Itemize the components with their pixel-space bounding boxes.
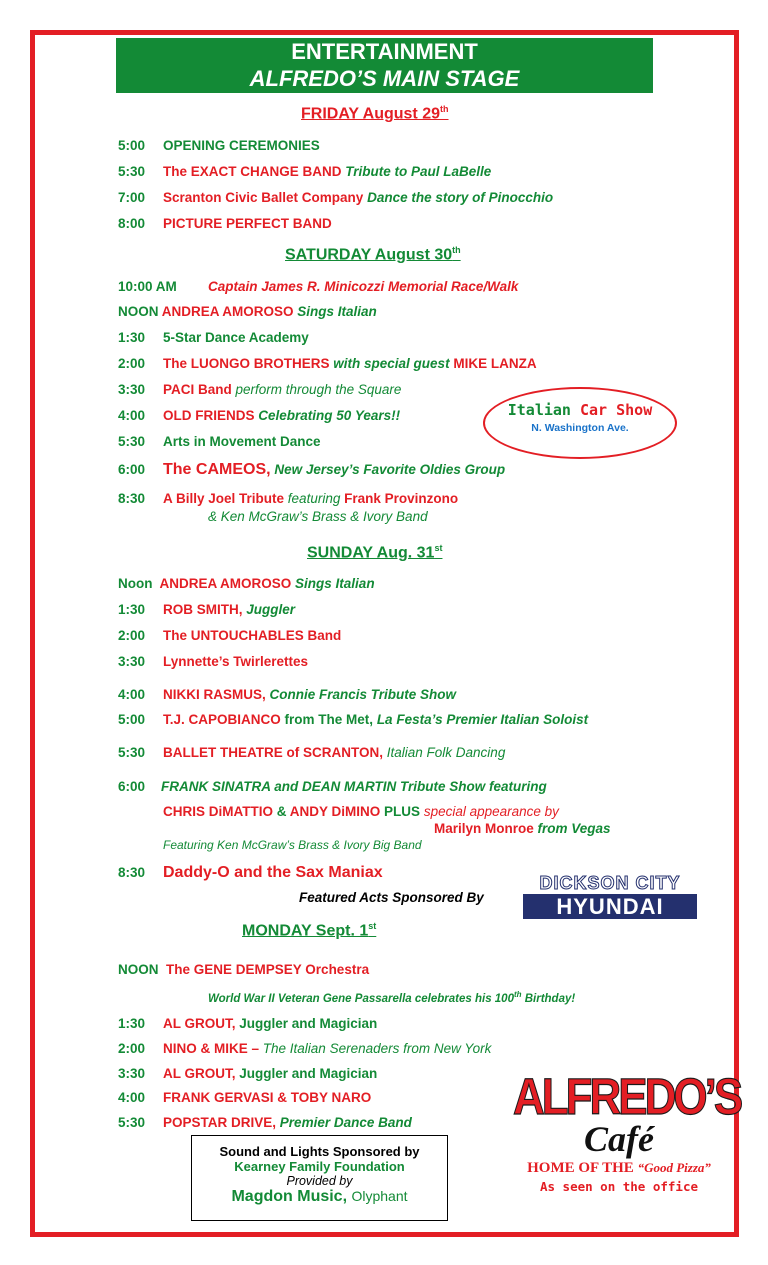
logo-name: ALFREDO’S	[513, 1069, 741, 1126]
act: ANDREA AMOROSO	[159, 576, 292, 591]
hyundai-line2: HYUNDAI	[523, 894, 697, 919]
time: 8:30	[118, 491, 146, 506]
hyundai-logo	[523, 872, 697, 921]
act: FRANK GERVASI & TOBY NARO	[163, 1090, 372, 1105]
monday-sup: st	[368, 921, 377, 931]
act-guest: MIKE LANZA	[453, 356, 537, 371]
header-banner	[116, 38, 653, 93]
act-note: Premier Dance Band	[279, 1115, 412, 1130]
schedule-row	[118, 382, 401, 397]
act-note: Juggler	[246, 602, 296, 617]
logo-home-text: HOME OF THE	[527, 1160, 634, 1176]
schedule-row	[118, 576, 375, 591]
car-show-badge	[483, 387, 677, 459]
time: 1:30	[118, 330, 146, 345]
time: 4:00	[118, 687, 146, 702]
act: The CAMEOS,	[163, 461, 271, 478]
veteran-sup: th	[513, 990, 522, 999]
act: FRANK SINATRA and DEAN MARTIN Tribute Show featuring	[161, 779, 547, 794]
saturday-sup: th	[452, 245, 461, 255]
act-part: ANDY DiMINO	[289, 804, 381, 819]
schedule-row	[118, 1041, 491, 1056]
schedule-row	[118, 1115, 412, 1130]
schedule-row	[118, 654, 308, 669]
schedule-row	[118, 628, 341, 643]
time: 8:00	[118, 216, 146, 231]
act: ANDREA AMOROSO	[161, 304, 294, 319]
time: 6:00	[118, 779, 146, 794]
time: 5:00	[118, 138, 146, 153]
friday-sup: th	[440, 104, 449, 114]
act-note: Celebrating 50 Years!!	[258, 408, 401, 423]
act: The EXACT CHANGE BAND	[163, 164, 342, 179]
car-show-location: N. Washington Ave.	[531, 422, 629, 434]
act-note-2: La Festa’s Premier Italian Soloist	[376, 712, 589, 727]
sound-line4	[192, 1188, 447, 1206]
sound-sponsor-box	[191, 1135, 448, 1221]
logo-home	[513, 1157, 725, 1179]
hyundai-line1: DICKSON CITY	[523, 872, 697, 894]
sunday-sup: st	[434, 543, 443, 553]
act-note: Sings Italian	[297, 304, 377, 319]
sunday-heading	[307, 543, 442, 562]
schedule-row	[118, 491, 458, 506]
schedule-row	[118, 602, 295, 617]
act-part: &	[276, 804, 287, 819]
veteran-text: World War II Veteran Gene Passarella celebrates his 100	[208, 992, 514, 1005]
act: Arts in Movement Dance	[163, 434, 321, 449]
time: 6:00	[118, 462, 146, 477]
act: PACI Band	[163, 382, 232, 397]
act-note: Dance the story of Pinocchio	[367, 190, 554, 205]
time: 3:30	[118, 654, 146, 669]
act-note: Juggler and Magician	[239, 1016, 378, 1031]
friday-title: FRIDAY August 29	[301, 105, 440, 123]
act: The GENE DEMPSEY Orchestra	[166, 962, 370, 977]
time: 5:30	[118, 745, 146, 760]
logo-good-pizza: “Good Pizza”	[637, 1160, 711, 1175]
saturday-heading	[285, 245, 461, 264]
saturday-title: SATURDAY August 30	[285, 246, 453, 264]
act: The LUONGO BROTHERS	[163, 356, 330, 371]
schedule-row	[118, 1066, 377, 1081]
act: NIKKI RASMUS,	[163, 687, 266, 702]
time: 4:00	[118, 1090, 146, 1105]
schedule-row	[118, 1016, 377, 1031]
time: 2:00	[118, 628, 146, 643]
time: 5:30	[118, 164, 146, 179]
sunday-title: SUNDAY Aug. 31	[307, 544, 435, 562]
act: AL GROUT,	[163, 1016, 236, 1031]
time: NOON	[118, 962, 159, 977]
veteran-text-end: Birthday!	[521, 992, 576, 1005]
act: Scranton Civic Ballet Company	[163, 190, 364, 205]
act-continuation: Featuring Ken McGraw’s Brass & Ivory Big Band	[163, 838, 422, 852]
act-note: from The Met,	[284, 712, 374, 727]
schedule-row	[118, 190, 553, 205]
schedule-row	[118, 408, 400, 423]
sound-line1: Sound and Lights Sponsored by	[219, 1144, 420, 1159]
schedule-row	[118, 779, 547, 794]
time: 4:00	[118, 408, 146, 423]
act: 5-Star Dance Academy	[163, 330, 309, 345]
schedule-row	[118, 864, 383, 882]
veteran-note	[208, 990, 575, 1005]
logo-cafe: Café	[584, 1119, 654, 1159]
act-note: with special guest	[333, 356, 450, 371]
schedule-row	[118, 434, 321, 449]
car-show-title-b: Car Show	[580, 401, 653, 419]
sound-line2: Kearney Family Foundation	[234, 1159, 405, 1174]
act: PICTURE PERFECT BAND	[163, 216, 332, 231]
act: A Billy Joel Tribute	[163, 491, 285, 506]
time: 7:00	[118, 190, 146, 205]
monday-heading	[242, 921, 376, 940]
act-continuation: & Ken McGraw’s Brass & Ivory Band	[208, 509, 428, 524]
sound-line3: Provided by	[286, 1174, 353, 1188]
schedule-row	[118, 279, 518, 294]
act: AL GROUT,	[163, 1066, 236, 1081]
schedule-row	[118, 356, 537, 371]
act-part: PLUS	[384, 804, 421, 819]
time: 5:30	[118, 1115, 146, 1130]
time: 10:00 AM	[118, 279, 177, 294]
act-guest: Frank Provinzono	[344, 491, 459, 506]
act-part: from Vegas	[537, 821, 611, 836]
sound-provider: Magdon Music,	[231, 1188, 348, 1205]
time: 5:30	[118, 434, 146, 449]
schedule-row	[118, 962, 369, 977]
act-part: special appearance by	[423, 804, 559, 819]
time: 2:00	[118, 1041, 146, 1056]
act: NINO & MIKE –	[163, 1041, 260, 1056]
car-show-title	[485, 401, 675, 419]
schedule-row	[118, 1090, 371, 1105]
schedule-row	[118, 712, 588, 727]
act: Lynnette’s Twirlerettes	[163, 654, 309, 669]
sponsor-text: Featured Acts Sponsored By	[299, 890, 484, 905]
act: BALLET THEATRE of SCRANTON,	[163, 745, 383, 760]
act-note: Sings Italian	[295, 576, 375, 591]
act: Captain James R. Minicozzi Memorial Race/Walk	[208, 279, 519, 294]
schedule-row	[118, 304, 377, 319]
time: 1:30	[118, 602, 146, 617]
act: The UNTOUCHABLES Band	[163, 628, 342, 643]
time: NOON	[118, 304, 159, 319]
time: 3:30	[118, 382, 146, 397]
alfredos-cafe-logo	[513, 1069, 741, 1215]
schedule-row	[118, 687, 456, 702]
act-part: Marilyn Monroe	[434, 821, 534, 836]
act: OPENING CEREMONIES	[163, 138, 320, 153]
schedule-row	[118, 745, 505, 760]
act-note: featuring	[287, 491, 341, 506]
header-subtitle: ALFREDO’S MAIN STAGE	[249, 66, 520, 91]
time: 2:00	[118, 356, 146, 371]
act-note: New Jersey’s Favorite Oldies Group	[274, 462, 506, 477]
header-title: ENTERTAINMENT	[291, 39, 478, 64]
act-note: Connie Francis Tribute Show	[269, 687, 457, 702]
sound-town: Olyphant	[351, 1188, 408, 1204]
car-show-title-a: Italian	[507, 401, 571, 419]
schedule-row	[118, 216, 332, 231]
logo-seen: As seen on the office	[539, 1179, 699, 1194]
act-note: Italian Folk Dancing	[386, 745, 506, 760]
schedule-row	[118, 330, 309, 345]
act: T.J. CAPOBIANCO	[163, 712, 281, 727]
time: Noon	[118, 576, 153, 591]
friday-heading	[301, 104, 449, 123]
act-note: perform through the Square	[235, 382, 402, 397]
act: POPSTAR DRIVE,	[163, 1115, 277, 1130]
schedule-row	[118, 461, 505, 479]
time: 5:00	[118, 712, 146, 727]
schedule-row	[118, 138, 320, 153]
act-part: CHRIS DiMATTIO	[163, 804, 273, 819]
act-note: Juggler and Magician	[239, 1066, 378, 1081]
act-note: The Italian Serenaders from New York	[262, 1041, 492, 1056]
schedule-row	[118, 164, 491, 179]
act-continuation	[163, 804, 559, 819]
act: ROB SMITH,	[163, 602, 243, 617]
act: Daddy-O and the Sax Maniax	[163, 864, 383, 881]
act-continuation	[434, 821, 611, 836]
time: 1:30	[118, 1016, 146, 1031]
act-note: Tribute to Paul LaBelle	[345, 164, 492, 179]
monday-title: MONDAY Sept. 1	[242, 922, 369, 940]
act: OLD FRIENDS	[163, 408, 255, 423]
time: 8:30	[118, 865, 146, 880]
time: 3:30	[118, 1066, 146, 1081]
